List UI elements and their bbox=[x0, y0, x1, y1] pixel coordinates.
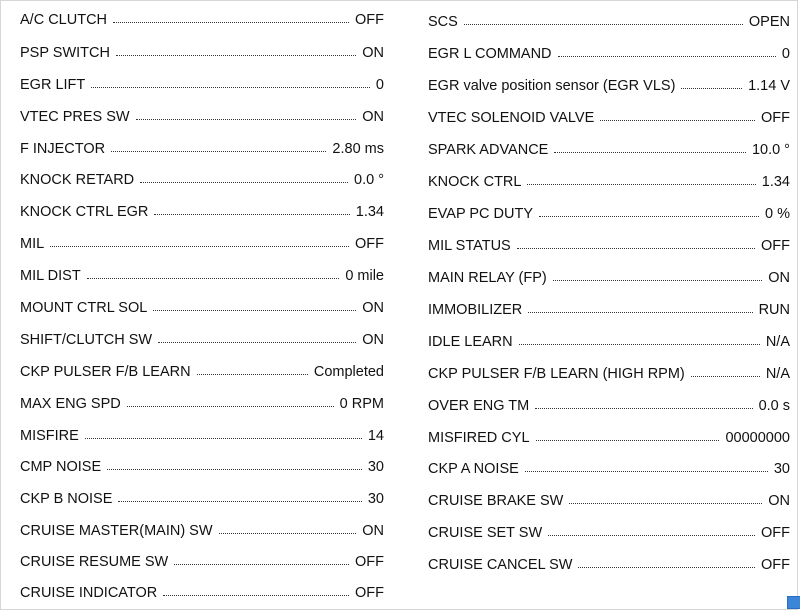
param-label: KNOCK CTRL bbox=[428, 174, 522, 190]
param-label: EGR valve position sensor (EGR VLS) bbox=[428, 78, 676, 94]
dot-leader bbox=[87, 278, 340, 279]
dot-leader bbox=[219, 533, 357, 534]
data-row bbox=[20, 487, 384, 511]
param-value: OFF bbox=[355, 12, 384, 28]
param-label: A/C CLUTCH bbox=[20, 12, 108, 28]
param-value: 2.80 ms bbox=[332, 141, 384, 157]
param-value: 10.0 ° bbox=[751, 142, 790, 158]
dot-leader bbox=[554, 152, 746, 153]
data-row bbox=[428, 521, 790, 545]
data-row bbox=[428, 234, 790, 258]
data-row bbox=[20, 137, 384, 161]
param-label: CRUISE SET SW bbox=[428, 525, 543, 541]
param-label: CRUISE MASTER(MAIN) SW bbox=[20, 523, 213, 539]
param-label: MOUNT CTRL SOL bbox=[20, 300, 148, 316]
param-value: 30 bbox=[367, 491, 384, 507]
param-label: CKP PULSER F/B LEARN (HIGH RPM) bbox=[428, 366, 685, 382]
data-row bbox=[20, 296, 384, 320]
param-value: OFF bbox=[761, 525, 790, 541]
param-label: VTEC SOLENOID VALVE bbox=[428, 110, 595, 126]
param-label: CKP B NOISE bbox=[20, 491, 113, 507]
param-label: KNOCK RETARD bbox=[20, 172, 135, 188]
param-value: ON bbox=[362, 109, 384, 125]
data-row bbox=[428, 138, 790, 162]
dot-leader bbox=[569, 503, 762, 504]
data-row bbox=[428, 394, 790, 418]
dot-leader bbox=[536, 440, 720, 441]
data-row bbox=[428, 266, 790, 290]
param-value: 0 bbox=[375, 77, 384, 93]
data-row bbox=[20, 73, 384, 97]
param-label: CMP NOISE bbox=[20, 459, 102, 475]
param-value: 0.0 ° bbox=[354, 172, 384, 188]
dot-leader bbox=[525, 471, 768, 472]
dot-leader bbox=[517, 248, 755, 249]
data-row bbox=[428, 42, 790, 66]
param-label: OVER ENG TM bbox=[428, 398, 530, 414]
param-label: EGR LIFT bbox=[20, 77, 86, 93]
dot-leader bbox=[163, 595, 349, 596]
param-label: MAX ENG SPD bbox=[20, 396, 121, 412]
param-value: OFF bbox=[761, 238, 790, 254]
dot-leader bbox=[553, 280, 763, 281]
param-label: CKP A NOISE bbox=[428, 461, 519, 477]
data-row bbox=[20, 264, 384, 288]
data-row bbox=[20, 8, 384, 32]
param-label: KNOCK CTRL EGR bbox=[20, 204, 149, 220]
param-value: 0 bbox=[781, 46, 790, 62]
param-value: 30 bbox=[367, 459, 384, 475]
param-label: MISFIRE bbox=[20, 428, 79, 444]
data-row bbox=[428, 170, 790, 194]
dot-leader bbox=[118, 501, 361, 502]
dot-leader bbox=[158, 342, 356, 343]
dot-leader bbox=[535, 408, 752, 409]
dot-leader bbox=[154, 214, 349, 215]
dot-leader bbox=[519, 344, 760, 345]
dot-leader bbox=[578, 567, 755, 568]
dot-leader bbox=[600, 120, 755, 121]
dot-leader bbox=[197, 374, 308, 375]
param-label: MIL STATUS bbox=[428, 238, 511, 254]
dot-leader bbox=[116, 55, 356, 56]
data-row bbox=[428, 457, 790, 481]
param-value: OFF bbox=[761, 557, 790, 573]
param-label: SHIFT/CLUTCH SW bbox=[20, 332, 153, 348]
data-row bbox=[20, 550, 384, 574]
dot-leader bbox=[91, 87, 370, 88]
data-row bbox=[428, 330, 790, 354]
dot-leader bbox=[681, 88, 742, 89]
param-value: OPEN bbox=[748, 14, 790, 30]
param-value: ON bbox=[768, 493, 790, 509]
data-row bbox=[428, 202, 790, 226]
param-value: N/A bbox=[765, 334, 790, 350]
dot-leader bbox=[107, 469, 362, 470]
param-value: 0 % bbox=[765, 206, 790, 222]
param-value: ON bbox=[362, 45, 384, 61]
param-value: OFF bbox=[355, 236, 384, 252]
dot-leader bbox=[539, 216, 759, 217]
param-value: 00000000 bbox=[725, 430, 790, 446]
param-label: EGR L COMMAND bbox=[428, 46, 552, 62]
param-value: OFF bbox=[355, 585, 384, 601]
param-label: SPARK ADVANCE bbox=[428, 142, 549, 158]
param-label: MIL bbox=[20, 236, 45, 252]
param-value: ON bbox=[362, 300, 384, 316]
data-row bbox=[20, 455, 384, 479]
data-row bbox=[428, 106, 790, 130]
dot-leader bbox=[528, 312, 752, 313]
data-row bbox=[20, 519, 384, 543]
data-row bbox=[20, 200, 384, 224]
param-value: ON bbox=[362, 523, 384, 539]
param-label: VTEC PRES SW bbox=[20, 109, 130, 125]
data-row bbox=[20, 232, 384, 256]
dot-leader bbox=[464, 24, 743, 25]
data-row bbox=[428, 74, 790, 98]
param-label: MAIN RELAY (FP) bbox=[428, 270, 547, 286]
data-row bbox=[20, 105, 384, 129]
dot-leader bbox=[153, 310, 356, 311]
dot-leader bbox=[548, 535, 755, 536]
param-value: 1.14 V bbox=[748, 78, 790, 94]
param-value: 14 bbox=[367, 428, 384, 444]
param-label: MIL DIST bbox=[20, 268, 81, 284]
dot-leader bbox=[558, 56, 776, 57]
param-label: F INJECTOR bbox=[20, 141, 106, 157]
dot-leader bbox=[85, 438, 362, 439]
data-row bbox=[20, 328, 384, 352]
dot-leader bbox=[691, 376, 760, 377]
param-value: OFF bbox=[761, 110, 790, 126]
data-row bbox=[428, 298, 790, 322]
dot-leader bbox=[111, 151, 326, 152]
data-row bbox=[20, 360, 384, 384]
param-value: 0 mile bbox=[345, 268, 384, 284]
param-value: 30 bbox=[773, 461, 790, 477]
dot-leader bbox=[113, 22, 349, 23]
param-label: CRUISE BRAKE SW bbox=[428, 493, 564, 509]
param-value: 1.34 bbox=[761, 174, 790, 190]
param-value: ON bbox=[362, 332, 384, 348]
data-row bbox=[20, 41, 384, 65]
dot-leader bbox=[174, 564, 349, 565]
param-label: CRUISE INDICATOR bbox=[20, 585, 158, 601]
param-value: Completed bbox=[313, 364, 384, 380]
data-row bbox=[20, 424, 384, 448]
data-row bbox=[20, 168, 384, 192]
param-value: 1.34 bbox=[355, 204, 384, 220]
dot-leader bbox=[127, 406, 334, 407]
param-value: OFF bbox=[355, 554, 384, 570]
param-label: CRUISE CANCEL SW bbox=[428, 557, 573, 573]
param-value: RUN bbox=[758, 302, 790, 318]
data-row bbox=[20, 581, 384, 605]
data-row bbox=[20, 392, 384, 416]
dot-leader bbox=[527, 184, 755, 185]
param-label: PSP SWITCH bbox=[20, 45, 110, 61]
data-row bbox=[428, 553, 790, 577]
data-row bbox=[428, 362, 790, 386]
param-label: CRUISE RESUME SW bbox=[20, 554, 169, 570]
data-row bbox=[428, 426, 790, 450]
param-label: MISFIRED CYL bbox=[428, 430, 530, 446]
param-label: CKP PULSER F/B LEARN bbox=[20, 364, 191, 380]
param-label: EVAP PC DUTY bbox=[428, 206, 534, 222]
param-value: 0.0 s bbox=[758, 398, 790, 414]
param-value: 0 RPM bbox=[339, 396, 384, 412]
param-label: IDLE LEARN bbox=[428, 334, 513, 350]
param-value: ON bbox=[768, 270, 790, 286]
param-label: IMMOBILIZER bbox=[428, 302, 523, 318]
data-row bbox=[428, 489, 790, 513]
data-row bbox=[428, 10, 790, 34]
dot-leader bbox=[136, 119, 357, 120]
param-value: N/A bbox=[765, 366, 790, 382]
dot-leader bbox=[140, 182, 348, 183]
param-label: SCS bbox=[428, 14, 458, 30]
dot-leader bbox=[50, 246, 349, 247]
corner-button[interactable] bbox=[787, 596, 800, 609]
